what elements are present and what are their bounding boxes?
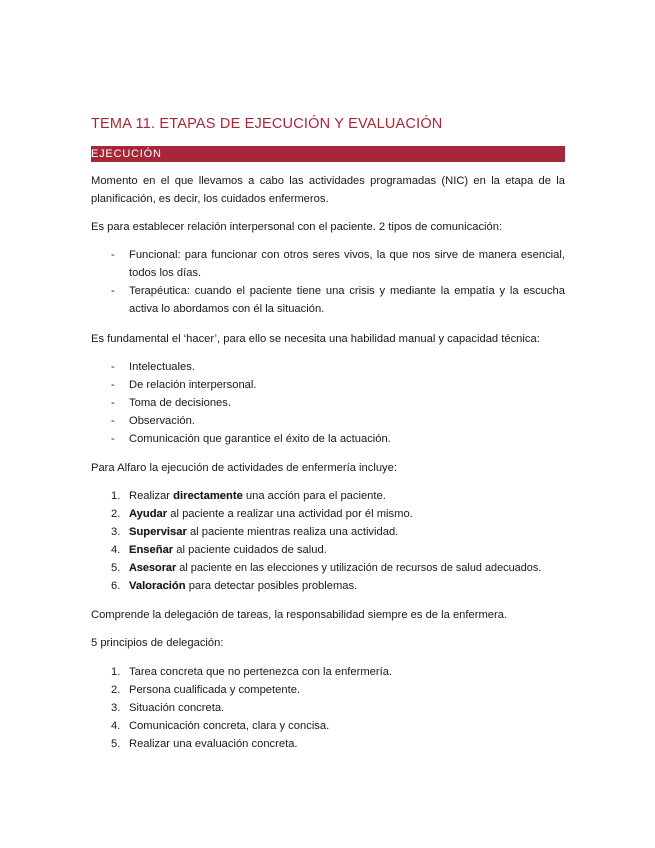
list-marker: 3. xyxy=(111,526,121,538)
list-item-post: al paciente mientras realiza una actividad. xyxy=(186,526,399,538)
list-marker: - xyxy=(111,361,115,373)
list-item-text: Comunicación que garantice el éxito de la actuación. xyxy=(129,433,391,445)
list-marker: 4. xyxy=(111,544,121,556)
list-item-keyword: Supervisar xyxy=(129,526,187,538)
paragraph-alfaro-intro: Para Alfaro la ejecución de actividades de enfermería incluye: xyxy=(91,462,397,474)
list-marker: - xyxy=(111,285,115,297)
list-item-text xyxy=(129,559,565,577)
list-marker: - xyxy=(111,415,115,427)
list-item-text xyxy=(129,541,565,559)
document-title: TEMA 11. ETAPAS DE EJECUCIÓN Y EVALUACIÓN xyxy=(91,116,443,132)
list-marker: - xyxy=(111,249,115,261)
list-item-text: Tarea concreta que no pertenezca con la enfermería. xyxy=(129,666,393,678)
list-item-post: al paciente cuidados de salud. xyxy=(173,544,327,556)
list-item-keyword: directamente xyxy=(173,490,243,502)
paragraph-principles-intro: 5 principios de delegación: xyxy=(91,637,224,649)
list-item-keyword: Asesorar xyxy=(129,562,177,574)
list-item-keyword: Ayudar xyxy=(129,508,168,520)
list-item-text: Intelectuales. xyxy=(129,361,195,373)
list-marker: 6. xyxy=(111,580,121,592)
list-marker: - xyxy=(111,379,115,391)
list-item-keyword: Enseñar xyxy=(129,544,174,556)
list-item-text: Comunicación concreta, clara y concisa. xyxy=(129,720,330,732)
list-marker: - xyxy=(111,433,115,445)
section-heading-ejecucion: EJECUCIÓN xyxy=(91,146,565,162)
list-item-text xyxy=(129,523,565,541)
list-marker: - xyxy=(111,397,115,409)
list-marker: 1. xyxy=(111,666,121,678)
list-item-text: Persona cualificada y competente. xyxy=(129,684,301,696)
list-item-keyword: Valoración xyxy=(129,580,186,592)
list-item-text xyxy=(129,487,565,505)
list-marker: 1. xyxy=(111,490,121,502)
list-item-post: para detectar posibles problemas. xyxy=(185,580,358,592)
list-item-post: al paciente en las elecciones y utilización de recursos de salud adecuados. xyxy=(176,562,542,574)
paragraph-communication-intro: Es para establecer relación interpersonal con el paciente. 2 tipos de comunicación: xyxy=(91,221,503,233)
list-item-text: Situación concreta. xyxy=(129,702,225,714)
list-marker: 3. xyxy=(111,702,121,714)
paragraph-delegation: Comprende la delegación de tareas, la responsabilidad siempre es de la enfermera. xyxy=(91,609,508,621)
list-item-text xyxy=(129,505,565,523)
list-item-pre: Realizar xyxy=(129,490,174,502)
list-item-text xyxy=(129,577,565,595)
list-item-text: Toma de decisiones. xyxy=(129,397,231,409)
list-item-post: al paciente a realizar una actividad por él mismo. xyxy=(167,508,413,520)
list-item-text: Observación. xyxy=(129,415,195,427)
list-marker: 5. xyxy=(111,738,121,750)
paragraph-skills-intro: Es fundamental el ‘hacer’, para ello se necesita una habilidad manual y capacidad técnica: xyxy=(91,333,540,345)
list-item-post: una acción para el paciente. xyxy=(242,490,386,502)
list-item-text: Funcional: para funcionar con otros seres vivos, la que nos sirve de manera esencial, todos los días. xyxy=(129,249,565,279)
list-marker: 2. xyxy=(111,684,121,696)
list-marker: 2. xyxy=(111,508,121,520)
list-marker: 5. xyxy=(111,562,121,574)
list-item-text: De relación interpersonal. xyxy=(129,379,257,391)
list-item-text: Terapéutica: cuando el paciente tiene una crisis y mediante la empatía y la escucha activa lo abordamos con él la situación. xyxy=(129,285,565,315)
list-item-text: Realizar una evaluación concreta. xyxy=(129,738,298,750)
paragraph-definition: Momento en el que llevamos a cabo las actividades programadas (NIC) en la etapa de la planificación, es decir, los cuidados enfermeros. xyxy=(91,175,565,205)
list-marker: 4. xyxy=(111,720,121,732)
